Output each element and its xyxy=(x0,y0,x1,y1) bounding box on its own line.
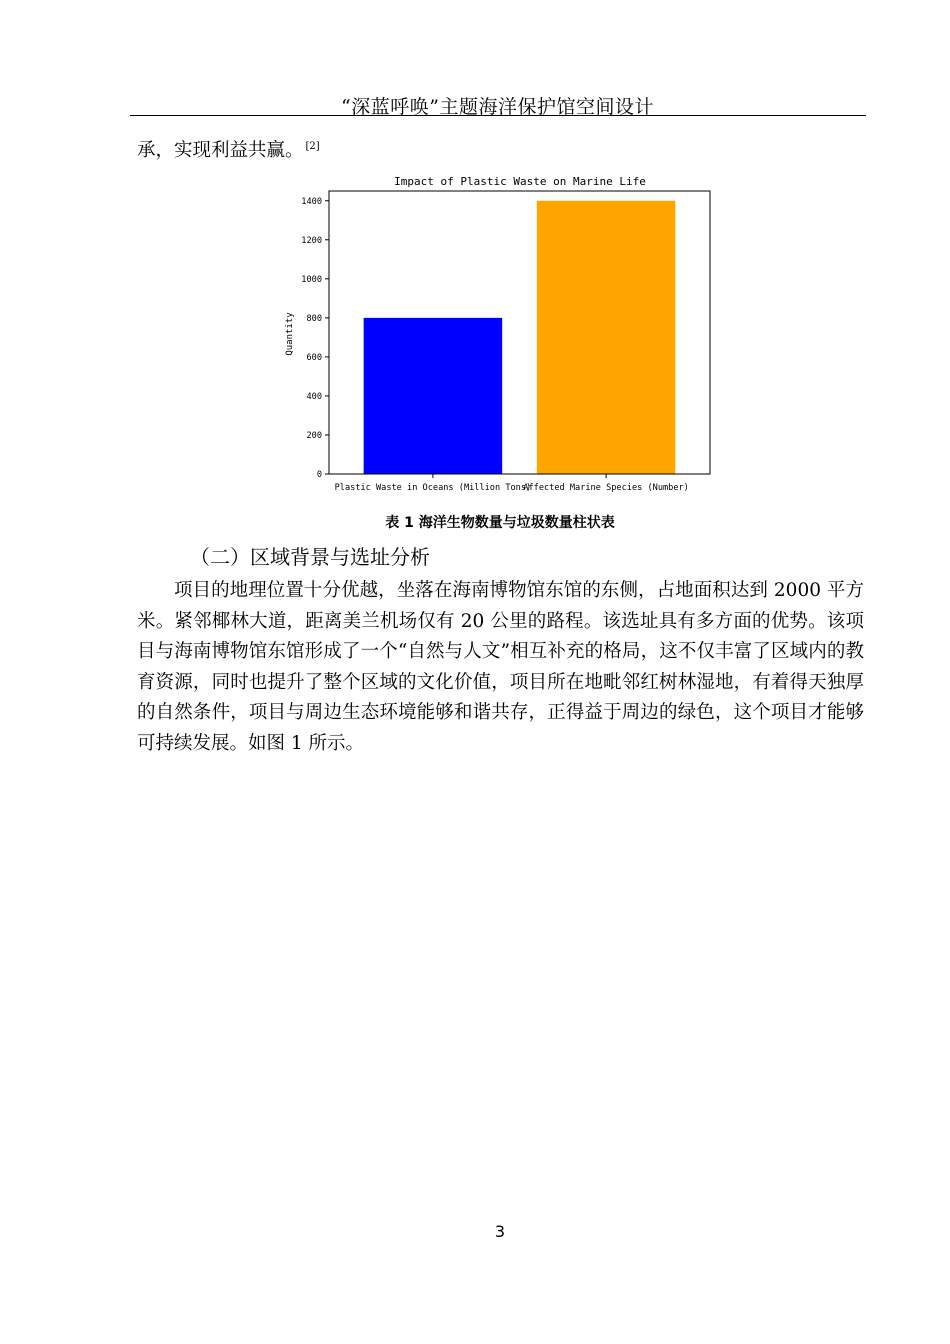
y-tick-label: 800 xyxy=(306,313,322,324)
y-tick-label: 1000 xyxy=(301,274,322,285)
chart-y-axis-label: Quantity xyxy=(285,312,295,356)
figure-caption: 表 1 海洋生物数量与垃圾数量柱状表 xyxy=(385,515,615,531)
header-rule xyxy=(130,115,866,116)
bar-chart-svg xyxy=(282,168,712,498)
y-tick-label: 400 xyxy=(306,391,322,402)
chart-title: Impact of Plastic Waste on Marine Life xyxy=(394,175,646,188)
bar-chart xyxy=(282,168,712,498)
carryover-text: 承，实现利益共赢。 xyxy=(137,140,304,161)
x-tick-label: Plastic Waste in Oceans (Million Tons) xyxy=(334,483,532,493)
running-header: “深蓝呼唤”主题海洋保护馆空间设计 xyxy=(341,96,654,118)
bar-0 xyxy=(364,318,503,474)
y-tick-label: 1200 xyxy=(301,235,322,246)
y-tick-label: 200 xyxy=(306,430,322,441)
y-tick-label: 1400 xyxy=(301,196,322,207)
citation-mark: [2] xyxy=(305,140,320,152)
page-number: 3 xyxy=(494,1222,506,1241)
bar-1 xyxy=(537,201,676,474)
carryover-line xyxy=(137,136,320,162)
y-tick-label: 0 xyxy=(316,470,322,480)
section-paragraph xyxy=(137,576,864,759)
x-tick-label: Affected Marine Species (Number) xyxy=(523,483,689,493)
y-tick-label: 600 xyxy=(306,352,322,363)
paragraph-text: 项目的地理位置十分优越，坐落在海南博物馆东馆的东侧，占地面积达到 2000 平方米。紧邻椰林大道，距离美兰机场仅有 20 公里的路程。该选址具有多方面的优势。该项目与海南博物馆东馆形成了一个“自然与人文”相互补充的格局，这不仅丰富了区域内的教育资源，同时也提升了整个区域的文化价值，项目所在地毗邻红树林湿地，有着得天独厚的自然条件，项目与周边生态环境能够和谐共存，正得益于周边的绿色，这个项目才能够可持续发展。如图 1 所示。 xyxy=(137,580,864,754)
section-heading: （二）区域背景与选址分析 xyxy=(190,545,430,569)
